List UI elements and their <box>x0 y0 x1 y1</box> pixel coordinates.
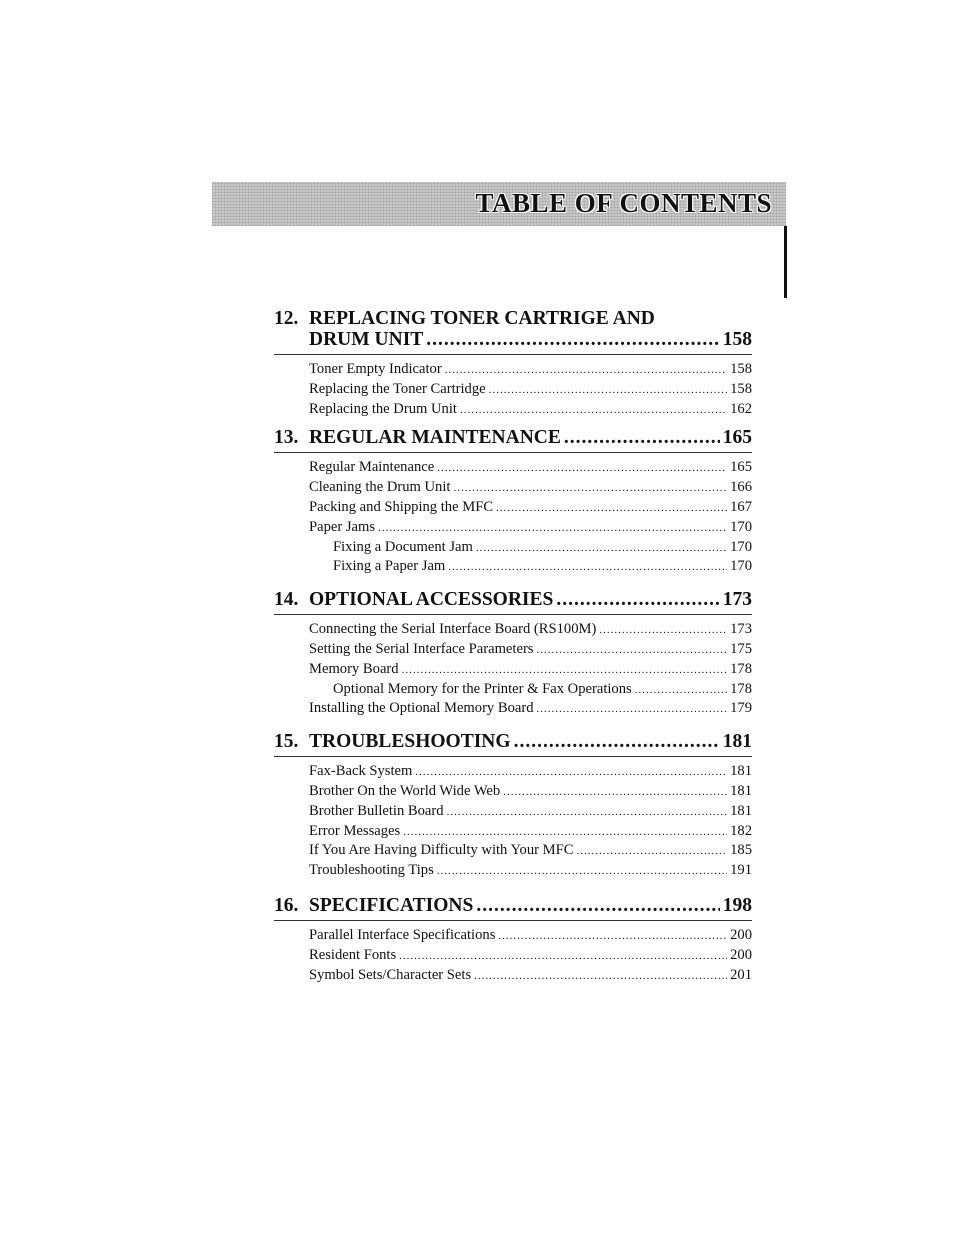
section-divider <box>274 452 752 453</box>
page-edge-marker <box>784 226 787 298</box>
entry-page-number: 181 <box>730 782 752 799</box>
entry-title: Cleaning the Drum Unit <box>309 479 451 496</box>
section-page-number: 198 <box>722 894 752 916</box>
entry-title: Replacing the Toner Cartridge <box>309 380 486 397</box>
entry-title: Replacing the Drum Unit <box>309 400 457 417</box>
dot-leader <box>503 782 727 802</box>
section-title: DRUM UNIT <box>309 329 424 350</box>
dot-leader <box>537 640 728 660</box>
toc-section <box>274 731 752 881</box>
entry-page-number: 166 <box>730 479 752 496</box>
entry-title: Fixing a Document Jam <box>333 538 473 555</box>
section-title: SPECIFICATIONS <box>309 894 474 916</box>
entry-page-number: 179 <box>730 700 752 717</box>
dot-leader <box>496 498 727 518</box>
dot-leader <box>556 589 719 610</box>
section-divider <box>274 354 752 355</box>
section-title: REGULAR MAINTENANCE <box>309 427 561 449</box>
dot-leader <box>460 400 727 420</box>
toc-section <box>274 308 752 419</box>
entry-page-number: 175 <box>730 640 752 657</box>
toc-entry[interactable] <box>309 620 752 640</box>
entry-title: Fax-Back System <box>309 763 413 780</box>
entry-title: Installing the Optional Memory Board <box>309 700 534 717</box>
dot-leader <box>474 966 727 986</box>
entry-title: Symbol Sets/Character Sets <box>309 966 472 983</box>
entry-title: Error Messages <box>309 822 401 839</box>
toc-entry[interactable] <box>309 400 752 420</box>
entry-title: Troubleshooting Tips <box>309 862 434 879</box>
dot-leader <box>489 380 727 400</box>
entry-page-number: 191 <box>730 862 752 879</box>
dot-leader <box>476 538 727 558</box>
entry-page-number: 173 <box>730 621 752 638</box>
entry-page-number: 181 <box>730 763 752 780</box>
entry-page-number: 200 <box>730 926 752 943</box>
toc-entry[interactable] <box>309 802 752 822</box>
section-page-number: 173 <box>722 589 752 611</box>
entry-title: Parallel Interface Specifications <box>309 926 496 943</box>
entry-page-number: 170 <box>730 538 752 555</box>
entry-page-number: 158 <box>730 361 752 377</box>
dot-leader <box>599 620 727 640</box>
dot-leader <box>415 762 727 782</box>
toc-entry[interactable] <box>309 822 752 842</box>
dot-leader <box>453 478 727 498</box>
dot-leader <box>514 731 720 752</box>
dot-leader <box>437 458 727 478</box>
dot-leader <box>445 360 727 380</box>
entry-page-number: 162 <box>730 400 752 417</box>
dot-leader <box>437 861 727 881</box>
section-heading[interactable] <box>274 895 752 916</box>
entry-title: Resident Fonts <box>309 946 397 963</box>
dot-leader <box>635 680 727 700</box>
entry-page-number: 182 <box>730 822 752 839</box>
toc-entry[interactable] <box>309 538 752 558</box>
dot-leader <box>402 660 728 680</box>
entry-page-number: 170 <box>730 558 752 575</box>
section-divider <box>274 756 752 757</box>
entry-title: Toner Empty Indicator <box>309 361 442 377</box>
toc-banner <box>212 182 786 226</box>
dot-leader <box>399 946 727 966</box>
section-page-number: 181 <box>722 731 752 753</box>
dot-leader <box>498 926 727 946</box>
dot-leader <box>403 822 727 842</box>
entry-title: Brother Bulletin Board <box>309 802 444 819</box>
entry-title: Optional Memory for the Printer & Fax Operations <box>333 680 632 697</box>
entry-page-number: 165 <box>730 459 752 476</box>
entry-page-number: 201 <box>730 966 752 983</box>
toc-entry[interactable] <box>309 782 752 802</box>
dot-leader <box>378 518 727 538</box>
toc-entry[interactable] <box>309 557 752 577</box>
toc-entry[interactable] <box>309 861 752 881</box>
section-number: 14. <box>274 589 299 611</box>
toc-entry[interactable] <box>309 841 752 861</box>
dot-leader <box>426 329 719 350</box>
section-heading[interactable] <box>274 589 752 610</box>
section-title: TROUBLESHOOTING <box>309 731 511 753</box>
toc-entry[interactable] <box>309 680 752 700</box>
entry-page-number: 158 <box>730 380 752 397</box>
toc-section <box>274 427 752 577</box>
entry-title: Connecting the Serial Interface Board (RS100M) <box>309 621 597 638</box>
dot-leader <box>448 557 727 577</box>
entry-title: Fixing a Paper Jam <box>333 558 446 575</box>
section-heading[interactable] <box>274 308 752 350</box>
section-title: OPTIONAL ACCESSORIES <box>309 589 554 611</box>
entry-page-number: 185 <box>730 842 752 859</box>
toc-entry[interactable] <box>309 458 752 478</box>
toc-section <box>274 589 752 719</box>
section-number: 12. <box>274 308 299 329</box>
toc-entry[interactable] <box>309 518 752 538</box>
entry-title: Packing and Shipping the MFC <box>309 498 494 515</box>
dot-leader <box>447 802 728 822</box>
section-page-number: 158 <box>722 329 752 350</box>
toc-entry[interactable] <box>309 640 752 660</box>
toc-section <box>274 895 752 985</box>
toc-entry[interactable] <box>309 966 752 986</box>
toc-entry[interactable] <box>309 380 752 400</box>
section-heading[interactable] <box>274 731 752 752</box>
table-of-contents <box>274 308 752 985</box>
toc-entry[interactable] <box>309 660 752 680</box>
dot-leader <box>537 699 728 719</box>
section-divider <box>274 614 752 615</box>
dot-leader <box>564 427 720 448</box>
toc-entry[interactable] <box>309 762 752 782</box>
toc-entry[interactable] <box>309 926 752 946</box>
section-title-line1: REPLACING TONER CARTRIGE AND <box>309 308 655 329</box>
entry-title: Memory Board <box>309 660 399 677</box>
entry-page-number: 200 <box>730 946 752 963</box>
toc-entry[interactable] <box>309 478 752 498</box>
toc-entry[interactable] <box>309 946 752 966</box>
section-number: 13. <box>274 427 299 449</box>
entry-page-number: 181 <box>730 802 752 819</box>
entry-title: Paper Jams <box>309 518 376 535</box>
page-title: TABLE OF CONTENTS <box>475 188 772 218</box>
entry-page-number: 178 <box>730 680 752 697</box>
section-divider <box>274 920 752 921</box>
dot-leader <box>476 895 719 916</box>
entry-title: Regular Maintenance <box>309 459 435 476</box>
section-number: 16. <box>274 894 299 916</box>
section-page-number: 165 <box>722 427 752 449</box>
toc-entry[interactable] <box>309 498 752 518</box>
section-heading[interactable] <box>274 427 752 448</box>
entry-title: Brother On the World Wide Web <box>309 782 501 799</box>
section-number: 15. <box>274 731 299 753</box>
entry-title: If You Are Having Difficulty with Your MFC <box>309 842 574 859</box>
toc-entry[interactable] <box>309 360 752 380</box>
entry-page-number: 167 <box>730 498 752 515</box>
entry-page-number: 178 <box>730 660 752 677</box>
entry-title: Setting the Serial Interface Parameters <box>309 640 534 657</box>
toc-entry[interactable] <box>309 699 752 719</box>
entry-page-number: 170 <box>730 518 752 535</box>
dot-leader <box>576 841 727 861</box>
